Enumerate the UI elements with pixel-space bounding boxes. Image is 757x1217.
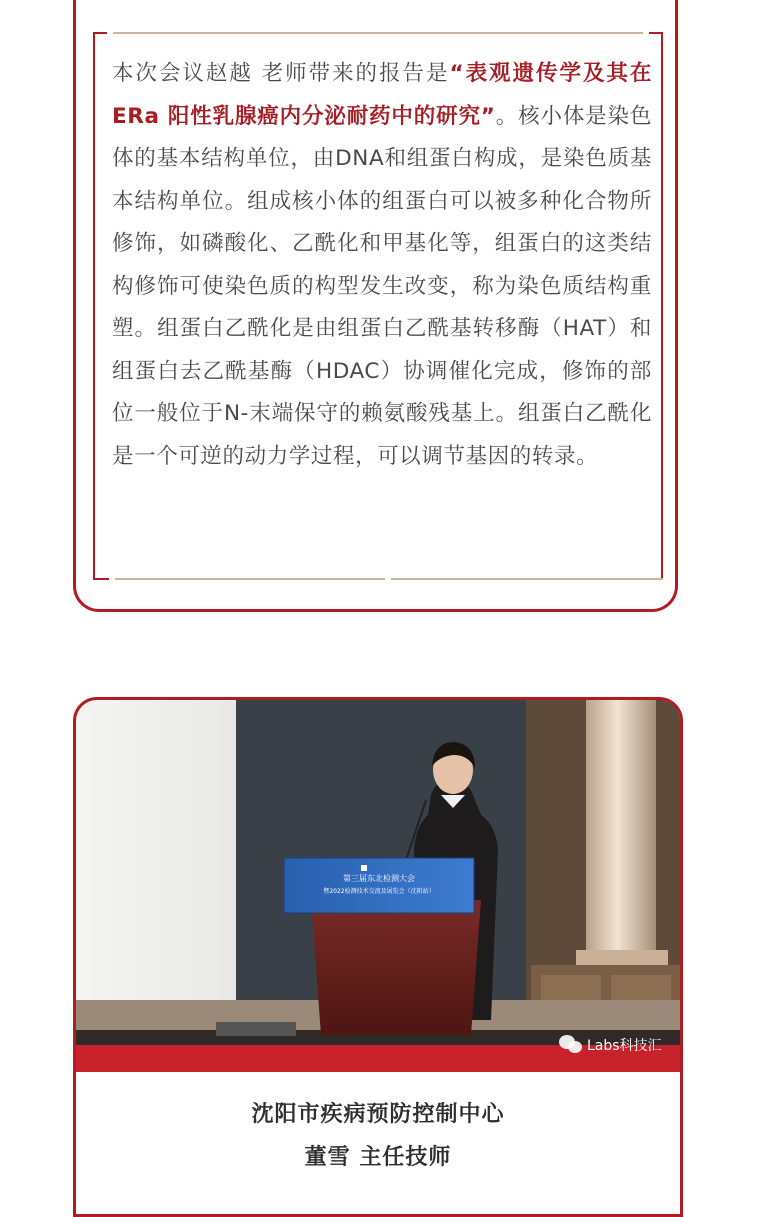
speaker-card [73, 697, 683, 1217]
podium-line1: 第三届东北检测大会 [343, 874, 415, 883]
report-intro: 本次会议赵越 老师带来的报告是 [112, 61, 450, 86]
watermark-text: Labs科技汇 [587, 1038, 662, 1054]
speaker-photo-illustration [76, 700, 680, 1072]
podium-line2: 暨2022检测技术交流及展览会（沈阳站） [323, 888, 435, 895]
report-body: 。核小体是染色体的基本结构单位，由DNA和组蛋白构成，是染色质基本结构单位。组成核小体的组蛋白可以被多种化合物所修饰，如磷酸化、乙酰化和甲基化等，组蛋白的这类结构修饰可使染色质的构型发生改变，称为染色质结构重塑。组蛋白乙酰化是由组蛋白乙酰基转移酶（HAT）和组蛋白去乙酰基酶（HDAC）协调催化完成，修饰的部位一般位于N-末端保守的赖氨酸残基上。组蛋白乙酰化是一个可逆的动力学过程，可以调节基因的转录。 [112, 103, 652, 469]
speaker-organization: 沈阳市疾病预防控制中心 [251, 1102, 505, 1127]
speaker-photo [76, 700, 680, 1072]
report-description [112, 53, 652, 478]
speaker-name-title: 董雪 主任技师 [304, 1145, 452, 1170]
report-title: “表观遗传学及其在ERa 阳性乳腺癌内分泌耐药中的研究” [112, 61, 652, 129]
